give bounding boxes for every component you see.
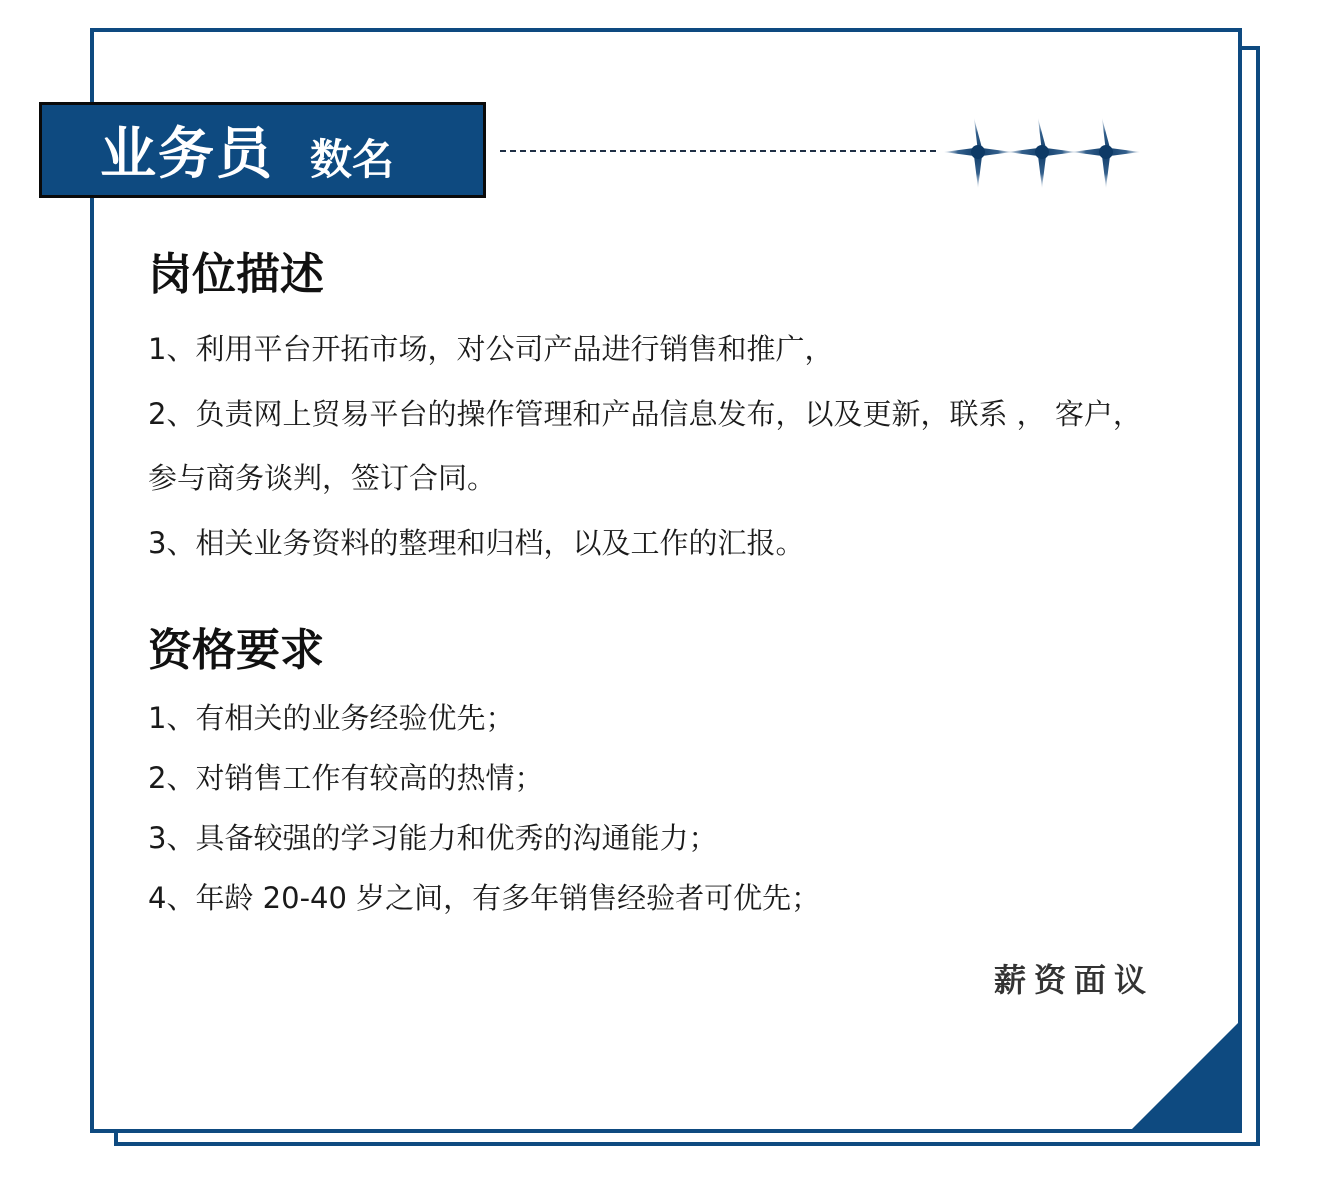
star-icon [1008, 118, 1076, 188]
section-heading-description: 岗位描述 [148, 249, 324, 300]
description-line-1: 1、利用平台开拓市场，对公司产品进行销售和推广， [148, 332, 834, 366]
dashed-divider [500, 150, 936, 152]
description-line-2: 2、负责网上贸易平台的操作管理和产品信息发布，以及更新，联系 ， 客户， [148, 397, 1142, 431]
description-line-4: 3、相关业务资料的整理和归档，以及工作的汇报。 [148, 526, 805, 560]
requirement-line-1: 1、有相关的业务经验优先； [148, 701, 515, 735]
requirement-line-4: 4、年龄 20-40 岁之间，有多年销售经验者可优先； [148, 881, 821, 915]
requirement-line-3: 3、具备较强的学习能力和优秀的沟通能力； [148, 821, 718, 855]
job-title: 业务员 [100, 122, 274, 187]
star-icon [1072, 118, 1140, 188]
salary-note: 薪资面议 [994, 961, 1155, 999]
star-icon [944, 118, 1012, 188]
description-line-3: 参与商务谈判，签订合同。 [148, 461, 497, 495]
section-heading-requirements: 资格要求 [148, 625, 324, 676]
corner-triangle [1132, 1023, 1238, 1129]
title-block [39, 102, 486, 198]
headcount-label: 数名 [310, 135, 395, 184]
stars-decoration [940, 112, 1150, 192]
requirement-line-2: 2、对销售工作有较高的热情； [148, 761, 544, 795]
